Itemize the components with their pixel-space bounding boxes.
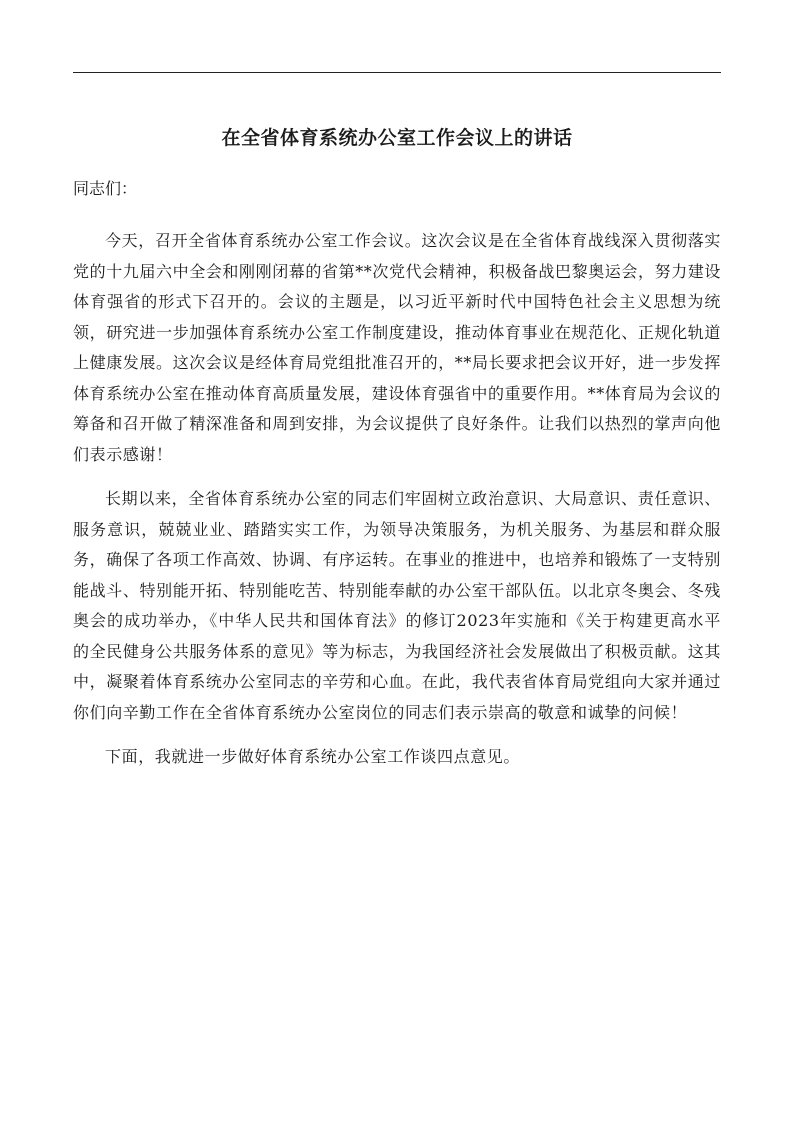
salutation: 同志们： [73, 179, 138, 198]
paragraph-opening: 今天，召开全省体育系统办公室工作会议。这次会议是在全省体育战线深入贯彻落实党的十九届六中全会和刚刚闭幕的省第**次党代会精神，积极备战巴黎奥运会，努力建设体育强省的形式下召开的。会议的主题是，以习近平新时代中国特色社会主义思想为统领，研究进一步加强体育系统办公室工作制度建设，推动体育事业在规范化、正规化轨道上健康发展。这次会议是经体育局党组批准召开的，**局长要求把会议开好，进一步发挥体育系统办公室在推动体育高质量发展，建设体育强省中的重要作用。**体育局为会议的筹备和召开做了精深准备和周到安排，为会议提供了良好条件。让我们以热烈的掌声向他们表示感谢！ [73, 231, 722, 464]
document-title: 在全省体育系统办公室工作会议上的讲话 [221, 127, 573, 149]
header-rule [73, 72, 721, 73]
paragraph-transition: 下面，我就进一步做好体育系统办公室工作谈四点意见。 [105, 747, 521, 766]
paragraph-achievements: 长期以来，全省体育系统办公室的同志们牢固树立政治意识、大局意识、责任意识、服务意识，兢兢业业、踏踏实实工作，为领导决策服务，为机关服务、为基层和群众服务，确保了各项工作高效、协调、有序运转。在事业的推进中，也培养和锻炼了一支特别能战斗、特别能开拓、特别能吃苦、特别能奉献的办公室干部队伍。以北京冬奥会、冬残奥会的成功举办，《中华人民共和国体育法》的修订2023年实施和《关于构建更高水平的全民健身公共服务体系的意见》等为标志，为我国经济社会发展做出了积极贡献。这其中，凝聚着体育系统办公室同志的辛劳和心血。在此，我代表省体育局党组向大家并通过你们向辛勤工作在全省体育系统办公室岗位的同志们表示崇高的敬意和诚挚的问候！ [73, 489, 721, 722]
document-body [73, 226, 721, 787]
